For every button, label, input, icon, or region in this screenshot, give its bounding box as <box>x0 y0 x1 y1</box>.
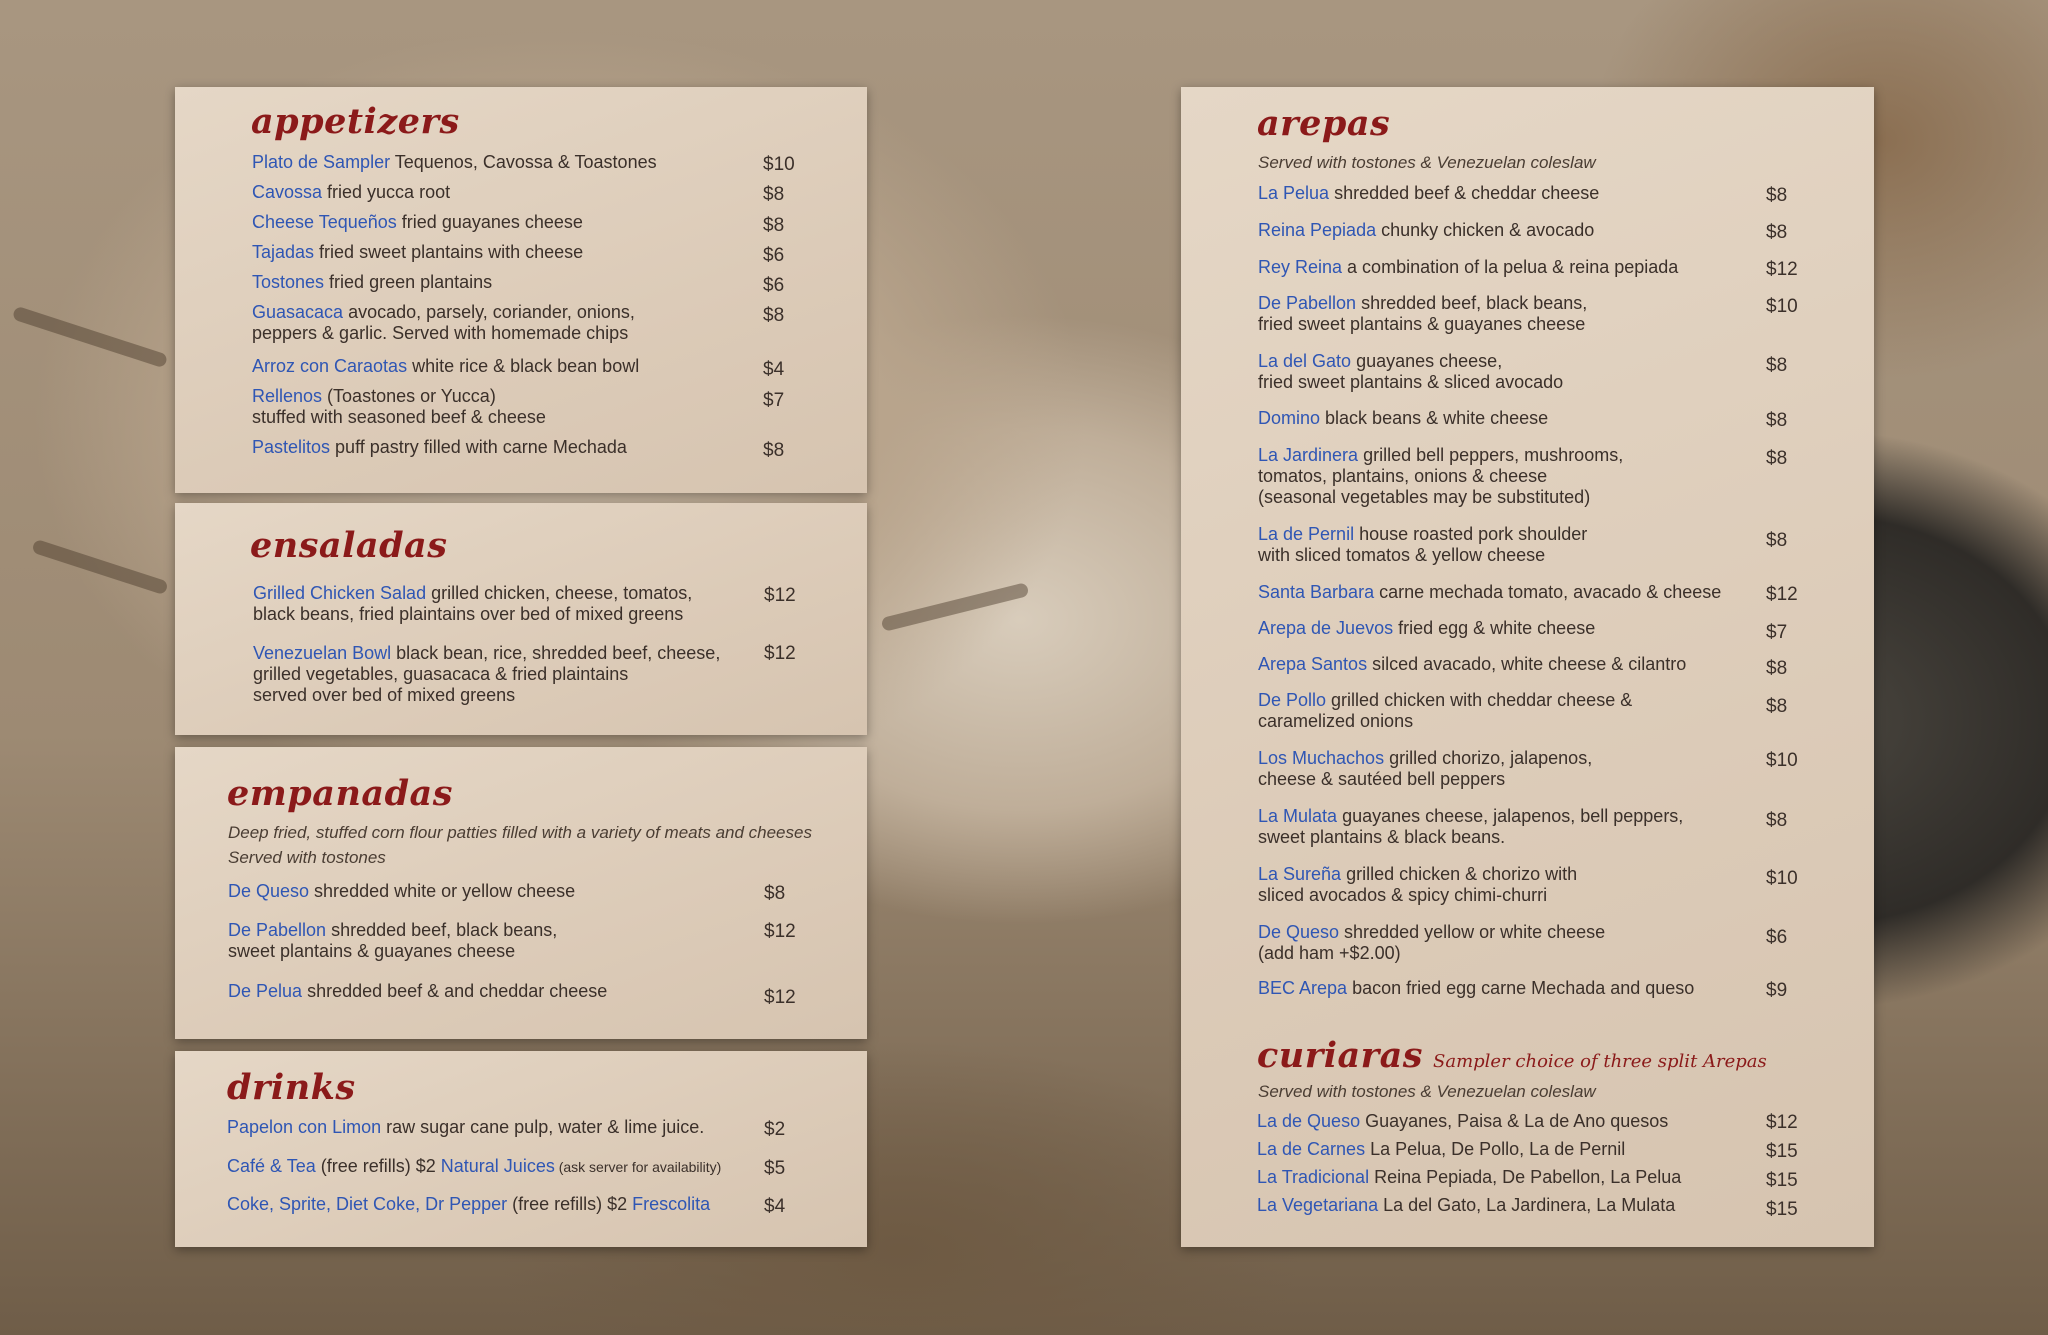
menu-price: $15 <box>1766 1199 1798 1220</box>
menu-item: Plato de Sampler Tequenos, Cavossa & Toastones <box>252 152 657 172</box>
menu-price: $12 <box>1766 1112 1798 1133</box>
menu-price: $8 <box>763 215 785 236</box>
curiaras-heading: curiaras Sampler choice of three split Arepas <box>1257 1035 1767 1076</box>
arepas-panel <box>1181 87 1874 1247</box>
menu-price: $12 <box>1766 584 1798 605</box>
menu-price: $8 <box>1766 410 1788 431</box>
menu-price: $8 <box>1766 448 1788 469</box>
menu-item: De Pollo grilled chicken with cheddar cheese & caramelized onions <box>1258 690 1633 731</box>
empanadas-subtitle: Served with tostones <box>228 848 386 867</box>
menu-price: $12 <box>764 987 796 1008</box>
menu-item: De Queso shredded white or yellow cheese <box>228 881 576 901</box>
menu-price: $8 <box>1766 658 1788 679</box>
menu-item: Pastelitos puff pastry filled with carne Mechada <box>252 437 627 457</box>
menu-price: $8 <box>1766 185 1788 206</box>
menu-item: Rey Reina a combination of la pelua & reina pepiada <box>1258 257 1679 277</box>
menu-item: La de Carnes La Pelua, De Pollo, La de Pernil <box>1257 1139 1626 1159</box>
menu-item: De Pabellon shredded beef, black beans, fried sweet plantains & guayanes cheese <box>1258 293 1588 334</box>
drinks-panel <box>175 1051 867 1247</box>
empanadas-panel <box>175 747 867 1039</box>
menu-price: $12 <box>764 643 796 664</box>
menu-price: $4 <box>764 1196 786 1217</box>
menu-price: $15 <box>1766 1141 1798 1162</box>
menu-price: $4 <box>763 359 785 380</box>
menu-price: $10 <box>1766 296 1798 317</box>
menu-price: $8 <box>1766 222 1788 243</box>
background-grill-mark <box>881 582 1030 632</box>
menu-price: $6 <box>1766 927 1788 948</box>
menu-item: De Queso shredded yellow or white cheese (add ham +$2.00) <box>1258 922 1606 963</box>
menu-price: $10 <box>763 154 795 175</box>
menu-item: La Vegetariana La del Gato, La Jardinera, La Mulata <box>1257 1195 1676 1215</box>
menu-item: De Pelua shredded beef & and cheddar cheese <box>228 981 608 1001</box>
menu-item: Arepa de Juevos fried egg & white cheese <box>1258 618 1596 638</box>
menu-item: Reina Pepiada chunky chicken & avocado <box>1258 220 1595 240</box>
menu-item: La Jardinera grilled bell peppers, mushrooms, tomatos, plantains, onions & cheese (seasonal vegetables may be substituted) <box>1258 445 1624 507</box>
menu-price: $7 <box>763 390 785 411</box>
appetizers-panel <box>175 87 867 493</box>
menu-item: Grilled Chicken Salad grilled chicken, cheese, tomatos, black beans, fried plaintains over bed of mixed greens <box>253 583 693 624</box>
menu-item: Tostones fried green plantains <box>252 272 493 292</box>
menu-price: $8 <box>764 883 786 904</box>
menu-item: La Pelua shredded beef & cheddar cheese <box>1258 183 1600 203</box>
empanadas-heading: empanadas <box>227 773 453 814</box>
menu-item: Guasacaca avocado, parsely, coriander, onions, peppers & garlic. Served with homemade chips <box>252 302 635 343</box>
menu-price: $12 <box>1766 259 1798 280</box>
menu-price: $12 <box>764 585 796 606</box>
arepas-subtitle: Served with tostones & Venezuelan coleslaw <box>1258 153 1596 172</box>
menu-item: Domino black beans & white cheese <box>1258 408 1549 428</box>
menu-price: $2 <box>764 1119 786 1140</box>
ensaladas-panel <box>175 503 867 735</box>
menu-price: $8 <box>763 184 785 205</box>
background-grill-mark <box>31 539 168 596</box>
arepas-heading: arepas <box>1257 103 1391 144</box>
menu-item: La del Gato guayanes cheese, fried sweet plantains & sliced avocado <box>1258 351 1564 392</box>
menu-price: $5 <box>764 1158 786 1179</box>
menu-price: $15 <box>1766 1170 1798 1191</box>
menu-item: La Tradicional Reina Pepiada, De Pabellon, La Pelua <box>1257 1167 1682 1187</box>
menu-price: $8 <box>763 440 785 461</box>
empanadas-subtitle: Deep fried, stuffed corn flour patties filled with a variety of meats and cheeses <box>228 823 812 842</box>
appetizers-heading: appetizers <box>251 101 460 142</box>
menu-item: La de Queso Guayanes, Paisa & La de Ano quesos <box>1257 1111 1669 1131</box>
menu-item: Tajadas fried sweet plantains with cheese <box>252 242 584 262</box>
menu-price: $10 <box>1766 750 1798 771</box>
menu-item: Cavossa fried yucca root <box>252 182 451 202</box>
menu-item: La Sureña grilled chicken & chorizo with sliced avocados & spicy chimi-churri <box>1258 864 1578 905</box>
menu-price: $6 <box>763 275 785 296</box>
drinks-heading: drinks <box>227 1067 356 1108</box>
menu-price: $7 <box>1766 622 1788 643</box>
menu-price: $8 <box>763 305 785 326</box>
menu-price: $6 <box>763 245 785 266</box>
menu-item: De Pabellon shredded beef, black beans, sweet plantains & guayanes cheese <box>228 920 558 961</box>
menu-price: $8 <box>1766 810 1788 831</box>
menu-item: Cheese Tequeños fried guayanes cheese <box>252 212 583 232</box>
menu-price: $12 <box>764 921 796 942</box>
menu-item: Santa Barbara carne mechada tomato, avacado & cheese <box>1258 582 1722 602</box>
menu-item: BEC Arepa bacon fried egg carne Mechada and queso <box>1258 978 1695 998</box>
menu-item: Los Muchachos grilled chorizo, jalapenos, cheese & sautéed bell peppers <box>1258 748 1593 789</box>
menu-price: $10 <box>1766 868 1798 889</box>
menu-item: Café & Tea (free refills) $2 Natural Juices (ask server for availability) <box>227 1156 722 1176</box>
curiaras-subtitle: Served with tostones & Venezuelan coleslaw <box>1258 1082 1596 1101</box>
menu-item: Coke, Sprite, Diet Coke, Dr Pepper (free refills) $2 Frescolita <box>227 1194 711 1214</box>
menu-item: Venezuelan Bowl black bean, rice, shredded beef, cheese, grilled vegetables, guasacaca & fried plaintains served over bed of mixed greens <box>253 643 721 705</box>
curiaras-heading-subtitle: Sampler choice of three split Arepas <box>1433 1051 1767 1072</box>
background-grill-mark <box>12 306 168 369</box>
menu-price: $8 <box>1766 696 1788 717</box>
menu-item: Papelon con Limon raw sugar cane pulp, water & lime juice. <box>227 1117 705 1137</box>
menu-item: Arroz con Caraotas white rice & black bean bowl <box>252 356 640 376</box>
menu-item: Rellenos (Toastones or Yucca) stuffed with seasoned beef & cheese <box>252 386 546 427</box>
menu-price: $8 <box>1766 530 1788 551</box>
menu-price: $9 <box>1766 980 1788 1001</box>
ensaladas-heading: ensaladas <box>250 525 448 566</box>
menu-item: La Mulata guayanes cheese, jalapenos, bell peppers, sweet plantains & black beans. <box>1258 806 1684 847</box>
menu-item: La de Pernil house roasted pork shoulder with sliced tomatos & yellow cheese <box>1258 524 1588 565</box>
menu-price: $8 <box>1766 355 1788 376</box>
menu-item: Arepa Santos silced avacado, white cheese & cilantro <box>1258 654 1687 674</box>
